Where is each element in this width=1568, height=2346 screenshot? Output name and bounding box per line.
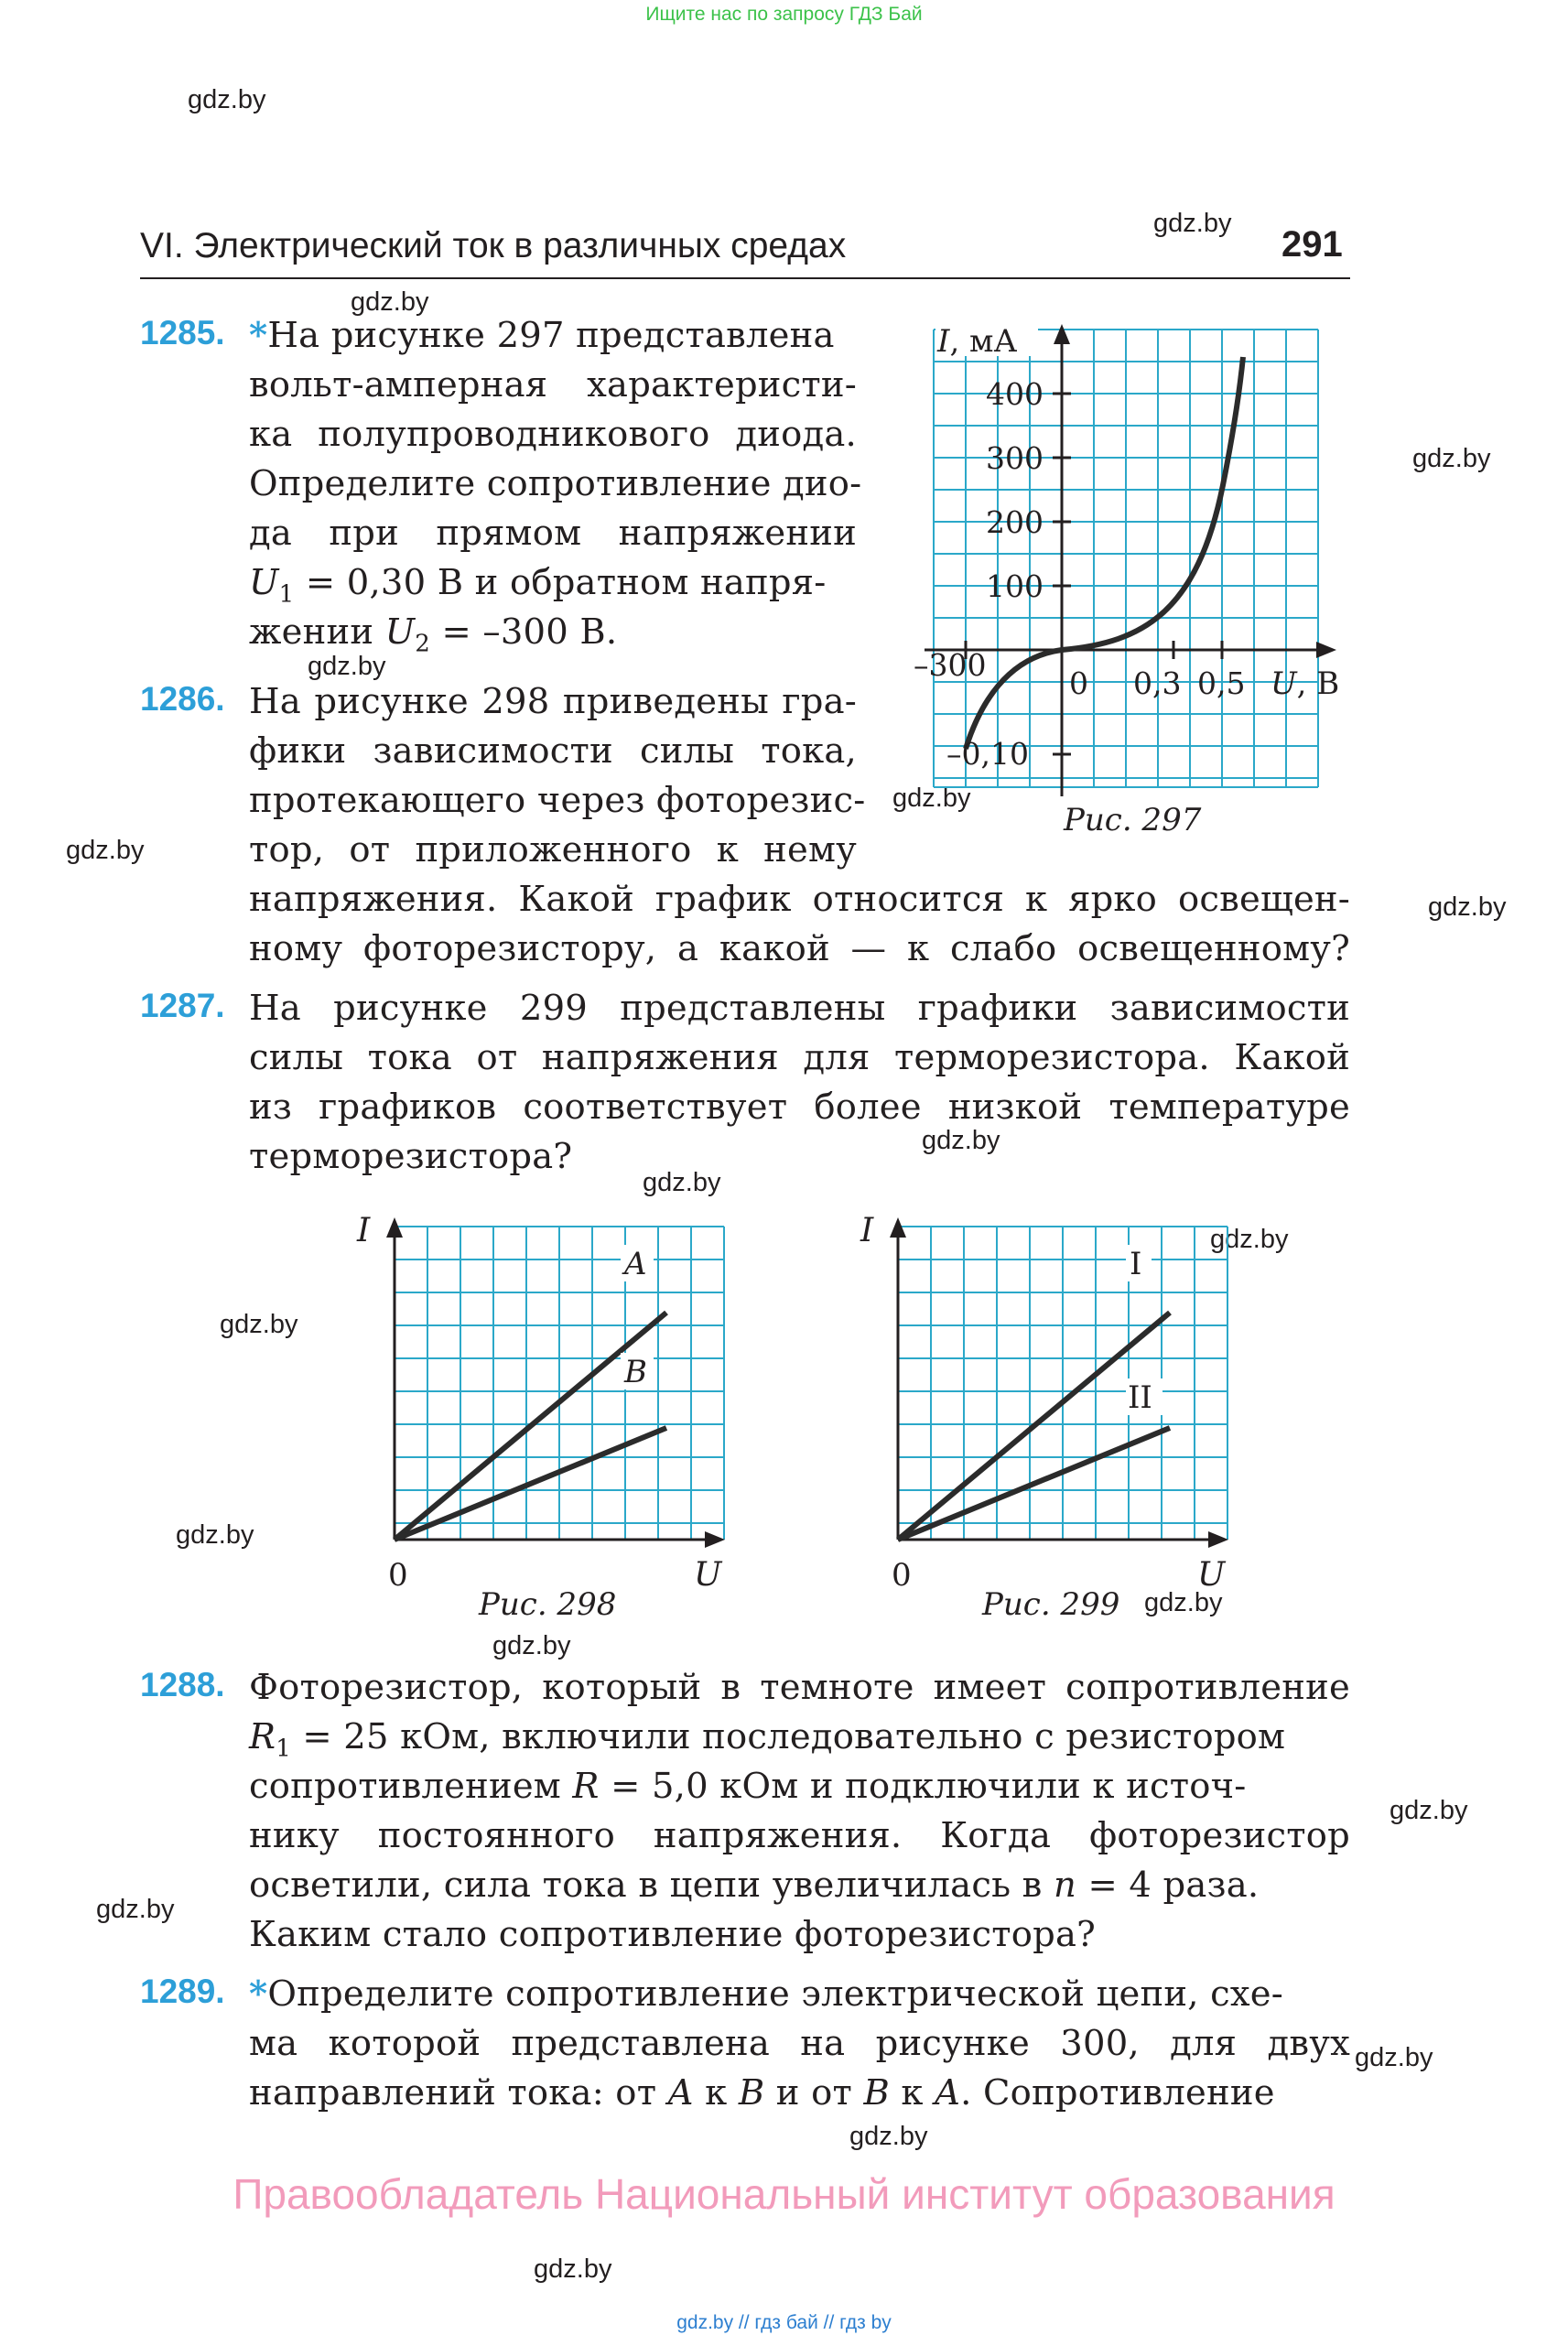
problem-number: 1289. <box>140 1973 225 2010</box>
x-tick-label: 0,5 <box>1197 665 1246 701</box>
y-axis-label: I, мА <box>937 323 1018 360</box>
problem-text-line: На рисунке 298 приведены гра- <box>249 681 857 722</box>
problem-text-line: напряжения. Какой график относится к ярко освещен- <box>249 879 1350 920</box>
problem-text-line: вольт-амперная характеристи- <box>249 364 857 405</box>
problem-text-line: Определите сопротивление дио- <box>249 463 862 504</box>
line-label-b: B <box>624 1354 647 1390</box>
watermark: gdz.by <box>176 1520 254 1550</box>
line-label-a: A <box>624 1246 647 1282</box>
x-axis-label: U, В <box>1271 665 1340 702</box>
problem-text-line: из графиков соответствует более низкой температуре <box>249 1087 1350 1128</box>
variable: A <box>935 2072 961 2114</box>
grid <box>898 1227 1227 1540</box>
problem-text-line: тор, от приложенного к нему <box>249 829 857 870</box>
problem-text-line: терморезистора? <box>249 1136 573 1177</box>
figure-298 <box>348 1208 732 1611</box>
figure-caption: Рис. 299 <box>982 1586 1120 1623</box>
subscript: 1 <box>278 580 295 609</box>
x-axis-arrow <box>705 1531 725 1548</box>
problem-text-line: Фоторезистор, который в темноте имеет сопротивление <box>249 1667 1350 1708</box>
y-tick-label: 200 <box>986 504 1044 540</box>
problem-text-line: На рисунке 299 представлены графики зависимости <box>249 988 1350 1029</box>
problem-text-line: осветили, сила тока в цепи увеличилась в n = 4 раза. <box>249 1865 1260 1906</box>
y-tick-label: 400 <box>986 376 1044 412</box>
variable: R <box>249 1716 276 1757</box>
problem-text-line: ка полупроводникового диода. <box>249 414 857 455</box>
x-tick-label: –300 <box>914 647 987 683</box>
problem-text-line: протекающего через фоторезис- <box>249 780 866 821</box>
figure-297 <box>906 311 1355 842</box>
line-label-ii: II <box>1128 1379 1152 1416</box>
problem-number: 1287. <box>140 987 225 1024</box>
subscript: 1 <box>276 1735 291 1763</box>
x-axis-label: U <box>1197 1556 1226 1594</box>
star-marker: * <box>249 1973 268 2015</box>
watermark: gdz.by <box>1153 209 1232 238</box>
variable: n <box>1054 1865 1077 1906</box>
variable: U <box>384 611 416 653</box>
problem-text-line: сопротивлением R = 5,0 кОм и подключили к источ- <box>249 1766 1247 1807</box>
variable: B <box>863 2072 890 2114</box>
x-tick-label: 0,3 <box>1133 665 1182 701</box>
watermark: gdz.by <box>1210 1225 1289 1254</box>
problem-number: 1285. <box>140 314 225 351</box>
watermark: gdz.by <box>1390 1796 1468 1825</box>
problem-text-line: да при прямом напряжении <box>249 513 857 554</box>
problem-text-line: жении $U_2 = -300$ В. <box>249 611 618 658</box>
watermark: gdz.by <box>849 2122 928 2151</box>
page-number: 291 <box>1281 224 1343 265</box>
origin-label: 0 <box>892 1557 912 1594</box>
site-note: Ищите нас по запросу ГДЗ Бай <box>645 4 923 25</box>
header-divider <box>140 277 1350 279</box>
x-axis-arrow <box>1208 1531 1228 1548</box>
variable: U <box>249 562 279 603</box>
watermark: gdz.by <box>643 1168 721 1197</box>
watermark: gdz.by <box>1412 444 1491 473</box>
copyright-footer: Правообладатель Национальный институт образования <box>232 2170 1336 2218</box>
problem-text-line: Каким стало сопротивление фоторезистора? <box>249 1914 1096 1955</box>
grid <box>395 1227 724 1540</box>
watermark: gdz.by <box>492 1631 571 1660</box>
watermark: gdz.by <box>1144 1588 1223 1617</box>
bottom-links[interactable]: gdz.by // гдз бай // гдз by <box>676 2312 892 2333</box>
watermark: gdz.by <box>66 836 145 865</box>
watermark: gdz.by <box>96 1895 175 1924</box>
y-tick-label: 300 <box>986 440 1044 476</box>
variable: R <box>572 1766 600 1807</box>
subscript: 2 <box>415 630 431 658</box>
problem-text-line: $U_1 = 0,30$ В и обратном напря- <box>249 562 827 609</box>
watermark: gdz.by <box>1355 2043 1433 2072</box>
watermark: gdz.by <box>351 287 429 317</box>
y-tick-label: –0,10 <box>946 736 1029 772</box>
watermark: gdz.by <box>892 784 971 813</box>
line-label-i: I <box>1130 1246 1142 1282</box>
variable: A <box>667 2072 694 2114</box>
x-axis-label: U <box>694 1556 722 1594</box>
star-marker: * <box>249 315 268 356</box>
problem-text-line: $R_1 = 25$ кОм, включили последовательно с резистором <box>249 1716 1286 1763</box>
origin-label: 0 <box>388 1557 408 1594</box>
problem-text-line: *Определите сопротивление электрической цепи, схе- <box>249 1973 1283 2015</box>
problem-number: 1286. <box>140 680 225 718</box>
figure-caption: Рис. 298 <box>479 1586 617 1623</box>
problem-text-line: ма которой представлена на рисунке 300, для двух <box>249 2023 1350 2064</box>
watermark: gdz.by <box>308 652 386 681</box>
problem-text-line: силы тока от напряжения для терморезистора. Какой <box>249 1037 1350 1078</box>
x-tick-label: 0 <box>1069 665 1088 701</box>
y-axis-arrow <box>1054 324 1070 344</box>
y-axis-label: I <box>860 1212 874 1249</box>
watermark: gdz.by <box>1428 892 1507 922</box>
problem-text-line: направлений тока: от A к B и от B к A. Сопротивление <box>249 2072 1275 2114</box>
problem-text-line: ному фоторезистору, а какой — к слабо освещенному? <box>249 928 1350 969</box>
problem-text-line: нику постоянного напряжения. Когда фоторезистор <box>249 1815 1350 1856</box>
y-tick-label: 100 <box>986 568 1044 604</box>
y-axis-label: I <box>357 1212 371 1249</box>
watermark: gdz.by <box>534 2254 612 2284</box>
variable: B <box>738 2072 765 2114</box>
chapter-title: VI. Электрический ток в различных средах <box>140 226 847 265</box>
figure-caption: Рис. 297 <box>1064 802 1202 838</box>
watermark: gdz.by <box>922 1126 1000 1155</box>
problem-number: 1288. <box>140 1666 225 1703</box>
problem-text-line: фики зависимости силы тока, <box>249 730 857 772</box>
problem-text-line: *На рисунке 297 представлена <box>249 315 835 356</box>
figure-299 <box>851 1208 1236 1611</box>
watermark: gdz.by <box>188 85 266 114</box>
watermark: gdz.by <box>220 1310 298 1339</box>
x-axis-arrow <box>1316 642 1336 658</box>
